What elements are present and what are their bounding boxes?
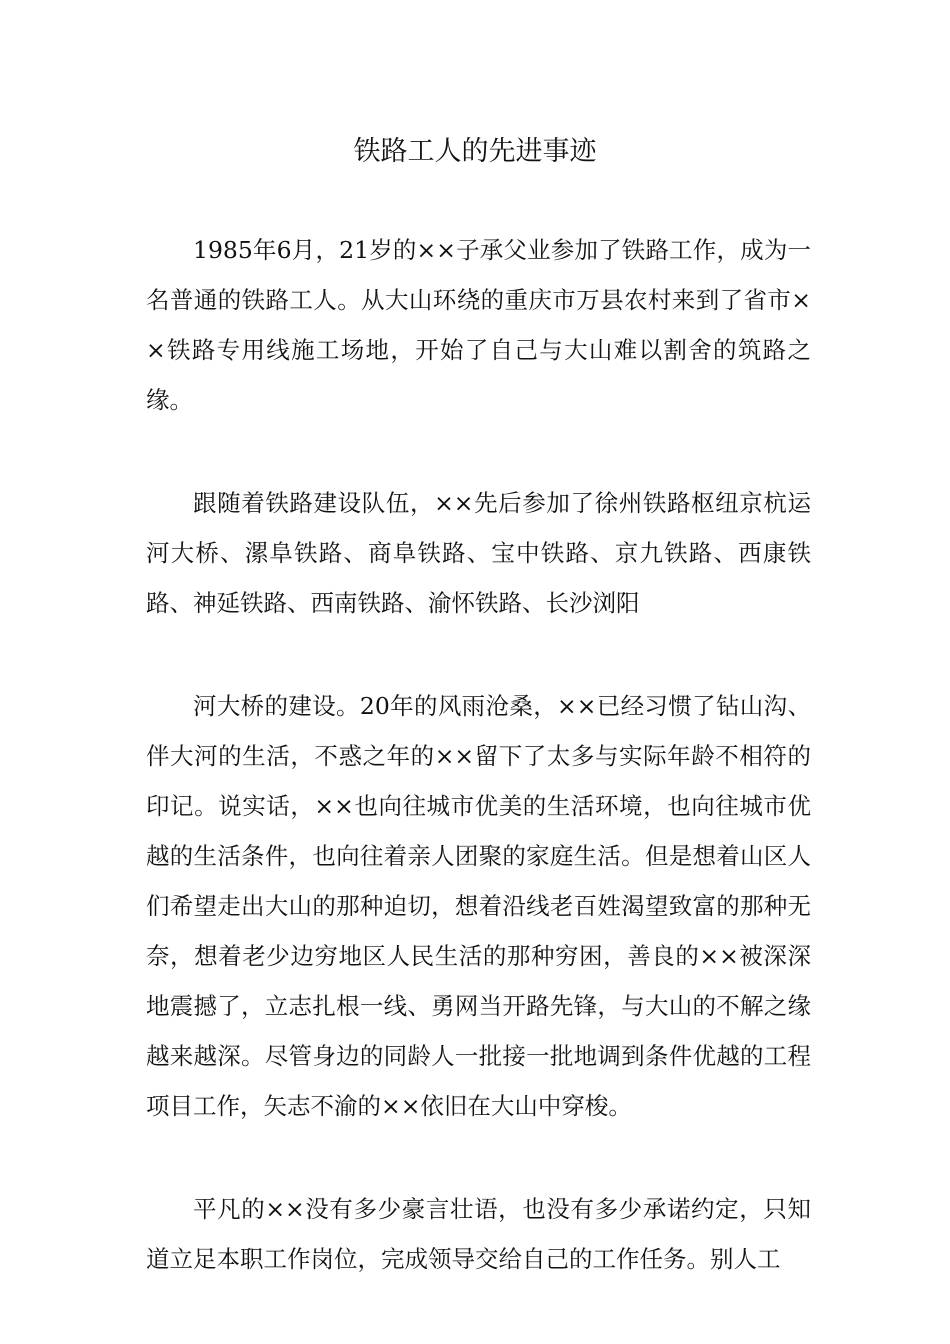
document-body [146,225,811,1337]
paragraph-3: 河大桥的建设。20年的风雨沧桑，××已经习惯了钻山沟、伴大河的生活，不惑之年的××留下了太多与实际年龄不相符的印记。说实话，××也向往城市优美的生活环境，也向往城市优越的生活条件，也向往着亲人团聚的家庭生活。但是想着山区人们希望走出大山的那种迫切，想着沿线老百姓渴望致富的那种无奈，想着老少边穷地区人民生活的那种穷困，善良的××被深深地震撼了，立志扎根一线、勇网当开路先锋，与大山的不解之缘越来越深。尽管身边的同龄人一批接一批地调到条件优越的工程项目工作，矢志不渝的××依旧在大山中穿梭。 [146,692,811,1120]
paragraph-2: 跟随着铁路建设队伍，××先后参加了徐州铁路枢纽京杭运河大桥、漯阜铁路、商阜铁路、宝中铁路、京九铁路、西康铁路、神延铁路、西南铁路、渝怀铁路、长沙浏阳 [146,489,811,617]
document-title: 铁路工人的先进事迹 [353,136,597,167]
paragraph-1: 1985年6月，21岁的××子承父业参加了铁路工作，成为一名普通的铁路工人。从大山环绕的重庆市万县农村来到了省市××铁路专用线施工场地，开始了自己与大山难以割舍的筑路之缘。 [146,236,811,414]
paragraph-4: 平凡的××没有多少豪言壮语，也没有多少承诺约定，只知道立足本职工作岗位，完成领导交给自己的工作任务。别人工 [146,1195,811,1273]
